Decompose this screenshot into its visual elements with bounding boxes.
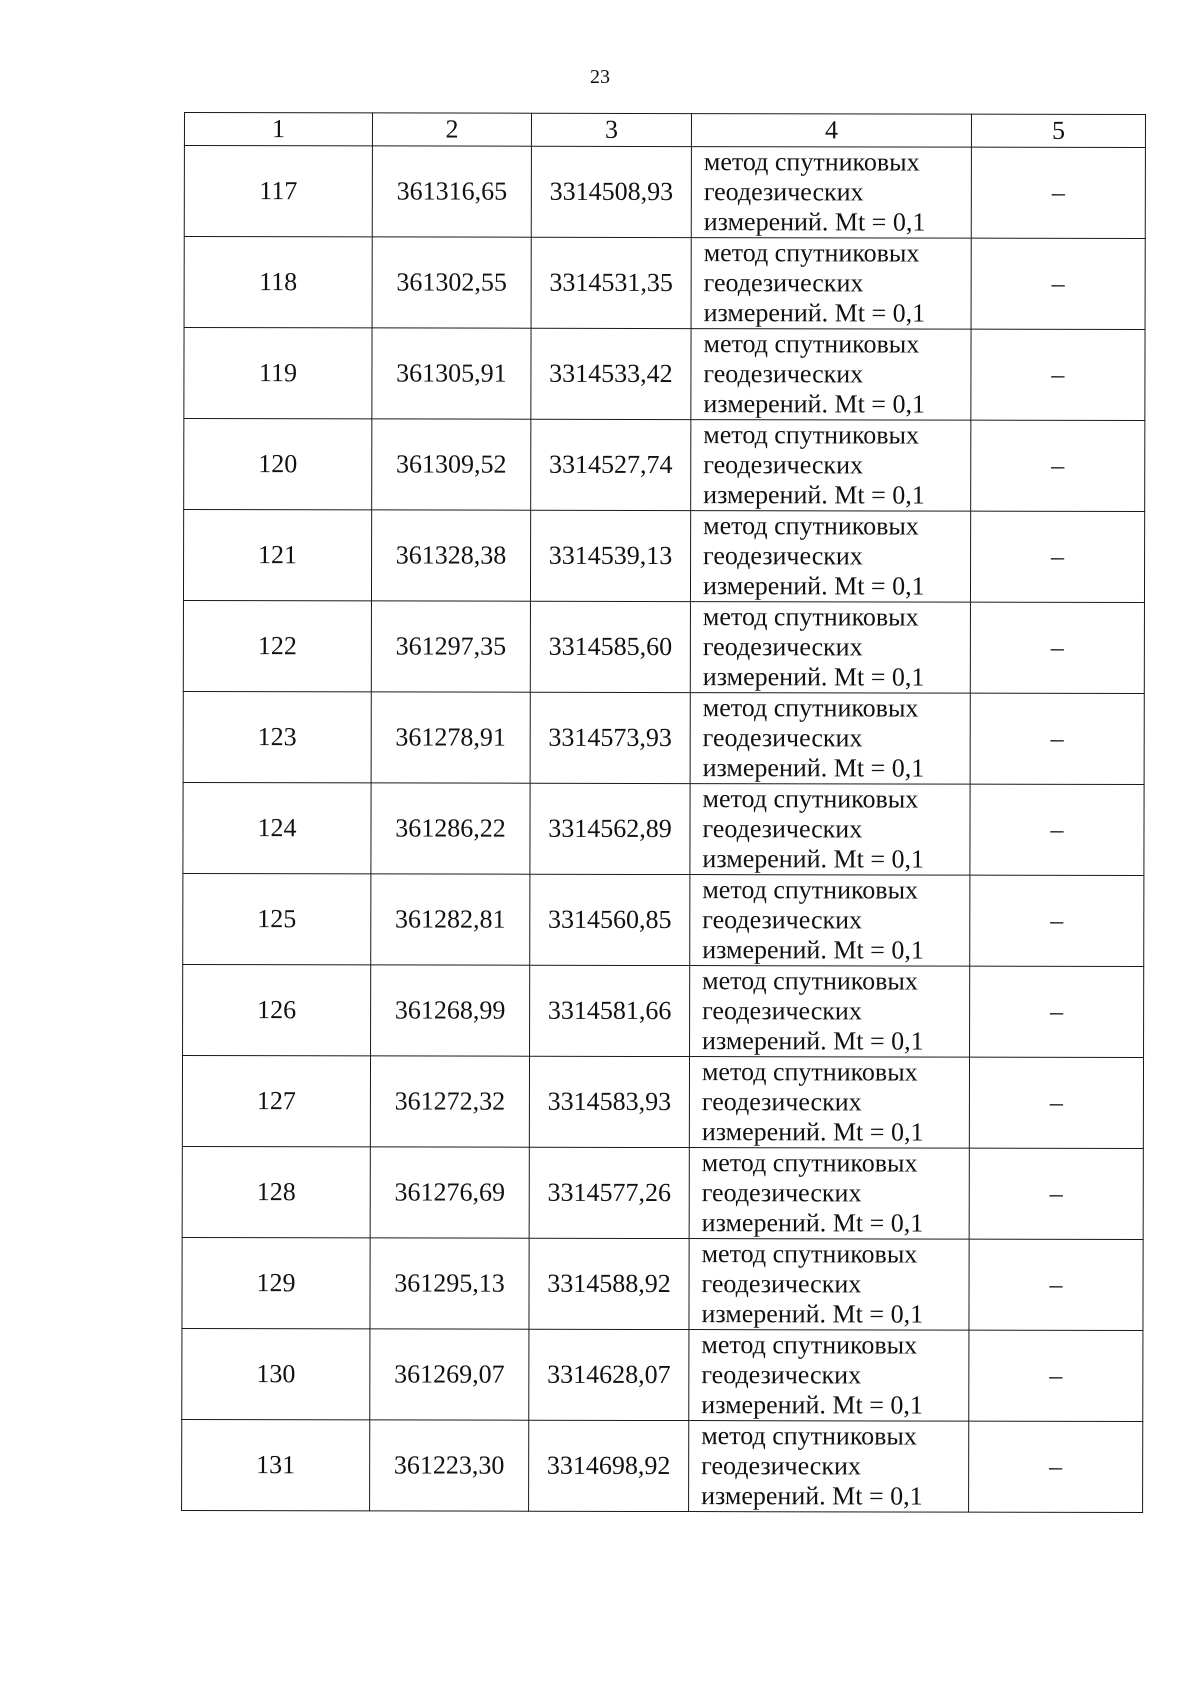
method-line: измерений. Mt = 0,1 xyxy=(701,1481,923,1511)
method-line: геодезических xyxy=(703,541,863,571)
x-coordinate-cell: 361297,35 xyxy=(371,601,530,692)
method-line: геодезических xyxy=(703,177,864,207)
method-line: геодезических xyxy=(703,359,864,389)
table-row xyxy=(182,1055,1143,1148)
table-body xyxy=(182,146,1146,1513)
x-coordinate-cell: 361223,30 xyxy=(370,1420,529,1511)
y-coordinate-cell: 3314577,26 xyxy=(529,1147,689,1238)
method-line: геодезических xyxy=(701,1087,862,1117)
method-line: измерений. Mt = 0,1 xyxy=(702,662,925,692)
header-col-1: 1 xyxy=(184,113,372,146)
method-cell xyxy=(690,693,970,785)
point-number-cell: 119 xyxy=(184,328,372,419)
method-line: метод спутниковых xyxy=(702,693,919,723)
x-coordinate-cell: 361316,65 xyxy=(372,146,531,237)
y-coordinate-cell: 3314508,93 xyxy=(531,146,691,237)
column-5-cell: – xyxy=(970,602,1144,693)
point-number-cell: 129 xyxy=(182,1237,370,1328)
column-5-cell: – xyxy=(971,420,1145,511)
page-number: 23 xyxy=(590,66,610,88)
method-line: геодезических xyxy=(703,268,864,298)
column-5-cell: – xyxy=(971,238,1145,329)
column-5-cell: – xyxy=(970,784,1144,875)
method-line: геодезических xyxy=(701,1269,862,1299)
point-number-cell: 120 xyxy=(184,419,372,510)
method-line: измерений. Mt = 0,1 xyxy=(702,1026,924,1056)
method-cell xyxy=(689,1148,969,1240)
table-row xyxy=(182,1419,1143,1512)
header-col-5: 5 xyxy=(971,114,1145,147)
point-number-cell: 117 xyxy=(184,146,372,237)
y-coordinate-cell: 3314628,07 xyxy=(529,1329,689,1420)
point-number-cell: 123 xyxy=(183,691,371,782)
point-number-cell: 130 xyxy=(182,1328,370,1419)
table-row xyxy=(184,328,1145,421)
method-line: измерений. Mt = 0,1 xyxy=(702,571,925,601)
method-line: геодезических xyxy=(702,632,863,662)
method-line: метод спутниковых xyxy=(702,875,919,905)
x-coordinate-cell: 361276,69 xyxy=(370,1147,529,1238)
column-5-cell: – xyxy=(969,1330,1143,1421)
x-coordinate-cell: 361282,81 xyxy=(371,874,530,965)
method-line: метод спутниковых xyxy=(703,329,920,359)
method-line: измерений. Mt = 0,1 xyxy=(701,1208,924,1238)
method-line: метод спутниковых xyxy=(702,966,918,996)
method-line: метод спутниковых xyxy=(703,511,919,541)
y-coordinate-cell: 3314581,66 xyxy=(530,965,690,1056)
point-number-cell: 118 xyxy=(184,237,372,328)
y-coordinate-cell: 3314539,13 xyxy=(530,510,690,601)
table-row xyxy=(183,510,1144,603)
method-line: метод спутниковых xyxy=(701,1057,918,1087)
x-coordinate-cell: 361269,07 xyxy=(370,1329,529,1420)
column-5-cell: – xyxy=(971,329,1145,420)
header-col-2: 2 xyxy=(372,113,531,146)
method-cell xyxy=(691,329,971,421)
coordinates-table xyxy=(181,112,1146,1513)
method-cell xyxy=(690,784,970,876)
method-line: геодезических xyxy=(702,814,863,844)
y-coordinate-cell: 3314527,74 xyxy=(531,419,691,510)
x-coordinate-cell: 361328,38 xyxy=(371,510,530,601)
header-col-4: 4 xyxy=(691,114,971,148)
x-coordinate-cell: 361309,52 xyxy=(372,419,531,510)
method-cell xyxy=(691,147,971,239)
column-5-cell: – xyxy=(971,147,1145,238)
x-coordinate-cell: 361295,13 xyxy=(370,1238,529,1329)
y-coordinate-cell: 3314573,93 xyxy=(530,692,690,783)
column-5-cell: – xyxy=(970,511,1144,602)
method-line: метод спутниковых xyxy=(701,1148,918,1178)
method-line: геодезических xyxy=(702,996,862,1026)
table-header xyxy=(184,113,1145,148)
point-number-cell: 126 xyxy=(183,964,371,1055)
header-row xyxy=(184,113,1145,148)
method-line: геодезических xyxy=(701,1451,861,1481)
y-coordinate-cell: 3314562,89 xyxy=(530,783,690,874)
table-row xyxy=(183,691,1144,784)
table-row xyxy=(184,419,1145,512)
table-row xyxy=(183,873,1144,966)
method-line: метод спутниковых xyxy=(703,420,920,450)
method-line: метод спутниковых xyxy=(701,1239,918,1269)
method-line: измерений. Mt = 0,1 xyxy=(703,207,926,237)
method-line: измерений. Mt = 0,1 xyxy=(703,480,925,510)
method-line: измерений. Mt = 0,1 xyxy=(703,389,926,419)
method-line: метод спутниковых xyxy=(701,1421,917,1451)
column-5-cell: – xyxy=(969,1421,1143,1512)
method-cell xyxy=(690,966,970,1058)
x-coordinate-cell: 361278,91 xyxy=(371,692,530,783)
method-line: измерений. Mt = 0,1 xyxy=(702,935,924,965)
point-number-cell: 122 xyxy=(183,601,371,692)
method-cell xyxy=(690,875,970,967)
point-number-cell: 128 xyxy=(182,1146,370,1237)
method-cell xyxy=(689,1239,969,1331)
method-line: метод спутниковых xyxy=(701,1330,918,1360)
method-line: измерений. Mt = 0,1 xyxy=(702,844,925,874)
x-coordinate-cell: 361286,22 xyxy=(371,783,530,874)
y-coordinate-cell: 3314533,42 xyxy=(531,328,691,419)
table-row xyxy=(182,1237,1143,1330)
method-cell xyxy=(691,238,971,330)
method-cell xyxy=(689,1057,969,1149)
y-coordinate-cell: 3314583,93 xyxy=(529,1056,689,1147)
method-line: измерений. Mt = 0,1 xyxy=(703,298,926,328)
header-col-3: 3 xyxy=(531,113,691,146)
column-5-cell: – xyxy=(969,1239,1143,1330)
point-number-cell: 124 xyxy=(183,782,371,873)
column-5-cell: – xyxy=(970,966,1144,1057)
method-line: измерений. Mt = 0,1 xyxy=(701,1390,923,1420)
method-cell xyxy=(690,602,970,694)
method-line: метод спутниковых xyxy=(702,602,919,632)
y-coordinate-cell: 3314531,35 xyxy=(531,237,691,328)
method-cell xyxy=(689,1330,969,1422)
point-number-cell: 131 xyxy=(182,1419,370,1510)
point-number-cell: 127 xyxy=(182,1055,370,1146)
table-row xyxy=(183,782,1144,875)
table-row xyxy=(184,237,1145,330)
method-cell xyxy=(689,1421,969,1513)
method-line: геодезических xyxy=(703,450,864,480)
table-row xyxy=(182,1328,1143,1421)
method-line: геодезических xyxy=(702,723,863,753)
column-5-cell: – xyxy=(969,1057,1143,1148)
method-cell xyxy=(691,420,971,512)
point-number-cell: 125 xyxy=(183,873,371,964)
column-5-cell: – xyxy=(969,1148,1143,1239)
x-coordinate-cell: 361302,55 xyxy=(372,237,531,328)
y-coordinate-cell: 3314698,92 xyxy=(529,1420,689,1511)
table-row xyxy=(183,601,1144,694)
method-line: измерений. Mt = 0,1 xyxy=(701,1299,924,1329)
x-coordinate-cell: 361305,91 xyxy=(372,328,531,419)
method-line: измерений. Mt = 0,1 xyxy=(701,1117,924,1147)
column-5-cell: – xyxy=(970,875,1144,966)
column-5-cell: – xyxy=(970,693,1144,784)
x-coordinate-cell: 361268,99 xyxy=(371,965,530,1056)
table-row xyxy=(183,964,1144,1057)
method-line: геодезических xyxy=(701,1360,862,1390)
method-line: метод спутниковых xyxy=(702,784,919,814)
table-row xyxy=(182,1146,1143,1239)
table-row xyxy=(184,146,1145,239)
method-line: измерений. Mt = 0,1 xyxy=(702,753,925,783)
y-coordinate-cell: 3314560,85 xyxy=(530,874,690,965)
y-coordinate-cell: 3314588,92 xyxy=(529,1238,689,1329)
y-coordinate-cell: 3314585,60 xyxy=(530,601,690,692)
method-line: геодезических xyxy=(701,1178,862,1208)
method-line: метод спутниковых xyxy=(703,238,920,268)
method-cell xyxy=(690,511,970,603)
point-number-cell: 121 xyxy=(183,510,371,601)
method-line: геодезических xyxy=(702,905,863,935)
x-coordinate-cell: 361272,32 xyxy=(370,1056,529,1147)
method-line: метод спутниковых xyxy=(703,147,920,177)
